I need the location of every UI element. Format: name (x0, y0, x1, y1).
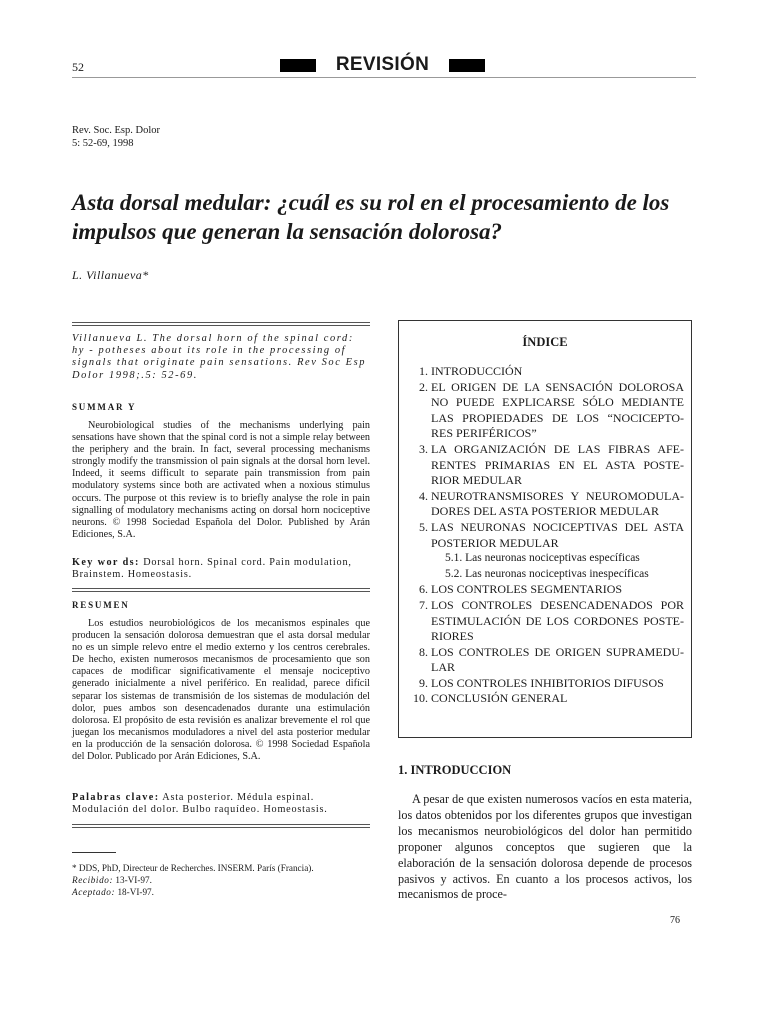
accepted-value: 18-VI-97. (117, 887, 154, 897)
index-row (412, 691, 684, 707)
index-number (412, 473, 431, 489)
index-row (412, 614, 684, 630)
index-row (412, 536, 684, 552)
index-row (412, 489, 684, 505)
index-label: NEUROTRANSMISORES Y NEUROMODULA- (431, 488, 684, 503)
summary-keywords (72, 557, 370, 581)
index-number (412, 395, 431, 411)
index-title: ÍNDICE (522, 335, 568, 349)
index-row (412, 473, 684, 489)
section-title (280, 54, 485, 76)
index-label: LOS CONTROLES DE ORIGEN SUPRAMEDU- (431, 644, 684, 659)
right-black-bar (449, 59, 485, 72)
index-number: 6. (419, 582, 428, 597)
header-rule (72, 77, 696, 78)
index-number: 3. (419, 441, 428, 456)
index-row (412, 582, 684, 598)
index-number: 2. (419, 379, 428, 394)
summary-heading: SUMMAR Y (72, 402, 137, 412)
index-label: RENTES PRIMARIAS EN EL ASTA POSTE- (431, 457, 684, 472)
introduction-heading: 1. INTRODUCCION (398, 763, 512, 777)
resumen-keywords-label: Palabras clave: (72, 792, 160, 803)
index-label: 5.1. Las neuronas nociceptivas específicas (445, 552, 640, 565)
index-row (412, 551, 684, 567)
index-row (412, 567, 684, 583)
index-row (412, 504, 684, 520)
author: L. Villanueva* (72, 268, 149, 282)
index-label: DORES DEL ASTA POSTERIOR MEDULAR (431, 504, 659, 519)
index-label: CONCLUSIÓN GENERAL (431, 691, 568, 706)
index-label: POSTERIOR MEDULAR (431, 535, 559, 550)
index-row (412, 520, 684, 536)
index-number (412, 504, 431, 520)
index-label: ESTIMULACIÓN DE LOS CORDONES POSTE- (431, 613, 684, 628)
accepted-date (72, 886, 370, 898)
index-label: EL ORIGEN DE LA SENSACIÓN DOLOROSA (431, 379, 684, 394)
index-label: RIORES (431, 629, 474, 644)
index-label: LOS CONTROLES SEGMENTARIOS (431, 582, 623, 597)
index-row (412, 426, 684, 442)
index-row (412, 458, 684, 474)
resumen-keywords (72, 792, 370, 816)
index-row (412, 395, 684, 411)
index-number (412, 629, 431, 645)
summary-text: Neurobiological studies of the mechanisms underlying pain sensations have shown that the spinal cord is not a simple relay between the periphery and the brain. In fact, several processing mechanisms strongly modify the transmission ol pain signals at the dorsal horn level. Indeed, it seems difficult to separate pain transmission from pain modulatory systems since both are activated when a noxious stimulus occurs. The purpose ot this review is to briefly analyse the role in pain signalling of modulatory mechanisms acting on dorsal horn nociceptive neurons. © 1998 Sociedad Española del Dolor. Published by Arán Ediciones, S.A. (72, 420, 370, 540)
index-row (412, 598, 684, 614)
index-label: 5.2. Las neuronas nociceptivas inespecíficas (445, 567, 649, 580)
index-number (412, 660, 431, 676)
citation: Villanueva L. The dorsal horn of the spinal cord: hy - potheses about its role in the processing of signals that originate pain sensations. Rev Soc Esp Dolor 1998;.5: 52-69. (72, 333, 367, 381)
index-row (412, 645, 684, 661)
index-number (412, 536, 431, 552)
index-label: LAS NEURONAS NOCICEPTIVAS DEL ASTA (431, 519, 684, 534)
index-row (412, 442, 684, 458)
index-number: 4. (419, 488, 428, 503)
index-label: RES PERIFÉRICOS” (431, 426, 537, 441)
index-row (412, 676, 684, 692)
index-number (412, 567, 431, 583)
index-number: 7. (419, 597, 428, 612)
index-number: 1. (419, 364, 428, 378)
index-number (412, 426, 431, 442)
introduction-text: A pesar de que existen numerosos vacíos en esta materia, los datos obtenidos por los diferentes grupos que investigan los mecanismos neurobiológicos del dolor han permitido proponer algunos conceptos que sugieren que la elaboración de la sensación dolorosa depende de procesos pasivos y activos. En cuanto a los procesos activos, los mecanismos de proce- (398, 792, 692, 902)
journal-volume: 5: 52-69, 1998 (72, 138, 134, 149)
received-value: 13-VI-97. (115, 875, 152, 885)
journal-name: Rev. Soc. Esp. Dolor (72, 125, 160, 136)
article-title: Asta dorsal medular: ¿cuál es su rol en el procesamiento de los impulsos que generan la sensación dolorosa? (72, 190, 670, 244)
index-number: 8. (419, 644, 428, 659)
index-number (412, 551, 431, 567)
summary-keywords-text: Dorsal horn. Spinal cord. Pain modulation, Brainstem. Homeostasis. (72, 557, 352, 581)
footnote (72, 862, 370, 898)
resumen-keywords-text: Asta posterior. Médula espinal. Modulación del dolor. Bulbo raquídeo. Homeostasis. (72, 792, 328, 816)
index-label: LAS PROPIEDADES DE LOS “NOCICEPTO- (431, 410, 684, 425)
index-row (412, 411, 684, 427)
index-label: RIOR MEDULAR (431, 473, 523, 488)
index-list (412, 364, 684, 707)
abstract-top-rule (72, 322, 370, 326)
abstract-bottom-rule (72, 824, 370, 828)
index-row (412, 660, 684, 676)
resumen-text: Los estudios neurobiológicos de los mecanismos espinales que producen la sensación dolorosa demuestran que el asta dorsal medular no es un simple relevo entre el medio externo y los centros cerebrales. De hecho, existen numerosos mecanismos de procesamiento que son capaces de modificar significativamente el mensaje nociceptivo generado inicialmente a nivel periférico. En realidad, parece difícil separar los sistemas de transmisión de los sistemas de modulación del dolor, pues ambos son desencadenados durante una estimulación dolorosa. El propósito de esta revisión es analizar brevemente el rol que juegan los mecanismos moduladores a nivel del asta posterior medular en la producción de la sensación dolorosa. © 1998 Sociedad Española del Dolor. Publicado por Arán Ediciones, S.A. (72, 618, 370, 763)
resumen-rule (72, 588, 370, 592)
index-label: NO PUEDE EXPLICARSE SÓLO MEDIANTE (431, 395, 684, 410)
footnote-rule (72, 852, 116, 853)
index-number (412, 411, 431, 427)
index-number (412, 614, 431, 630)
index-row (412, 364, 684, 380)
summary-keywords-label: Key wor ds: (72, 557, 140, 568)
index-number: 10. (413, 691, 428, 706)
resumen-heading: RESUMEN (72, 600, 130, 610)
page-number: 52 (72, 60, 84, 74)
index-number (412, 458, 431, 474)
affiliation: * DDS, PhD, Directeur de Recherches. INSERM. París (Francia). (72, 863, 314, 873)
index-row (412, 629, 684, 645)
journal-reference (72, 124, 160, 150)
index-label: LOS CONTROLES DESENCADENADOS POR (431, 597, 684, 612)
index-number: 5. (419, 519, 428, 534)
accepted-label: Aceptado: (72, 887, 116, 897)
index-number: 9. (419, 675, 428, 690)
index-label: LAR (431, 660, 455, 675)
received-label: Recibido: (72, 875, 114, 885)
footer-code: 76 (670, 915, 680, 926)
section-label: REVISIÓN (335, 54, 430, 75)
left-black-bar (280, 59, 316, 72)
index-label: INTRODUCCIÓN (431, 364, 523, 378)
received-date (72, 874, 370, 886)
index-row (412, 380, 684, 396)
index-label: LOS CONTROLES INHIBITORIOS DIFUSOS (431, 675, 664, 690)
index-label: LA ORGANIZACIÓN DE LAS FIBRAS AFE- (431, 441, 684, 456)
